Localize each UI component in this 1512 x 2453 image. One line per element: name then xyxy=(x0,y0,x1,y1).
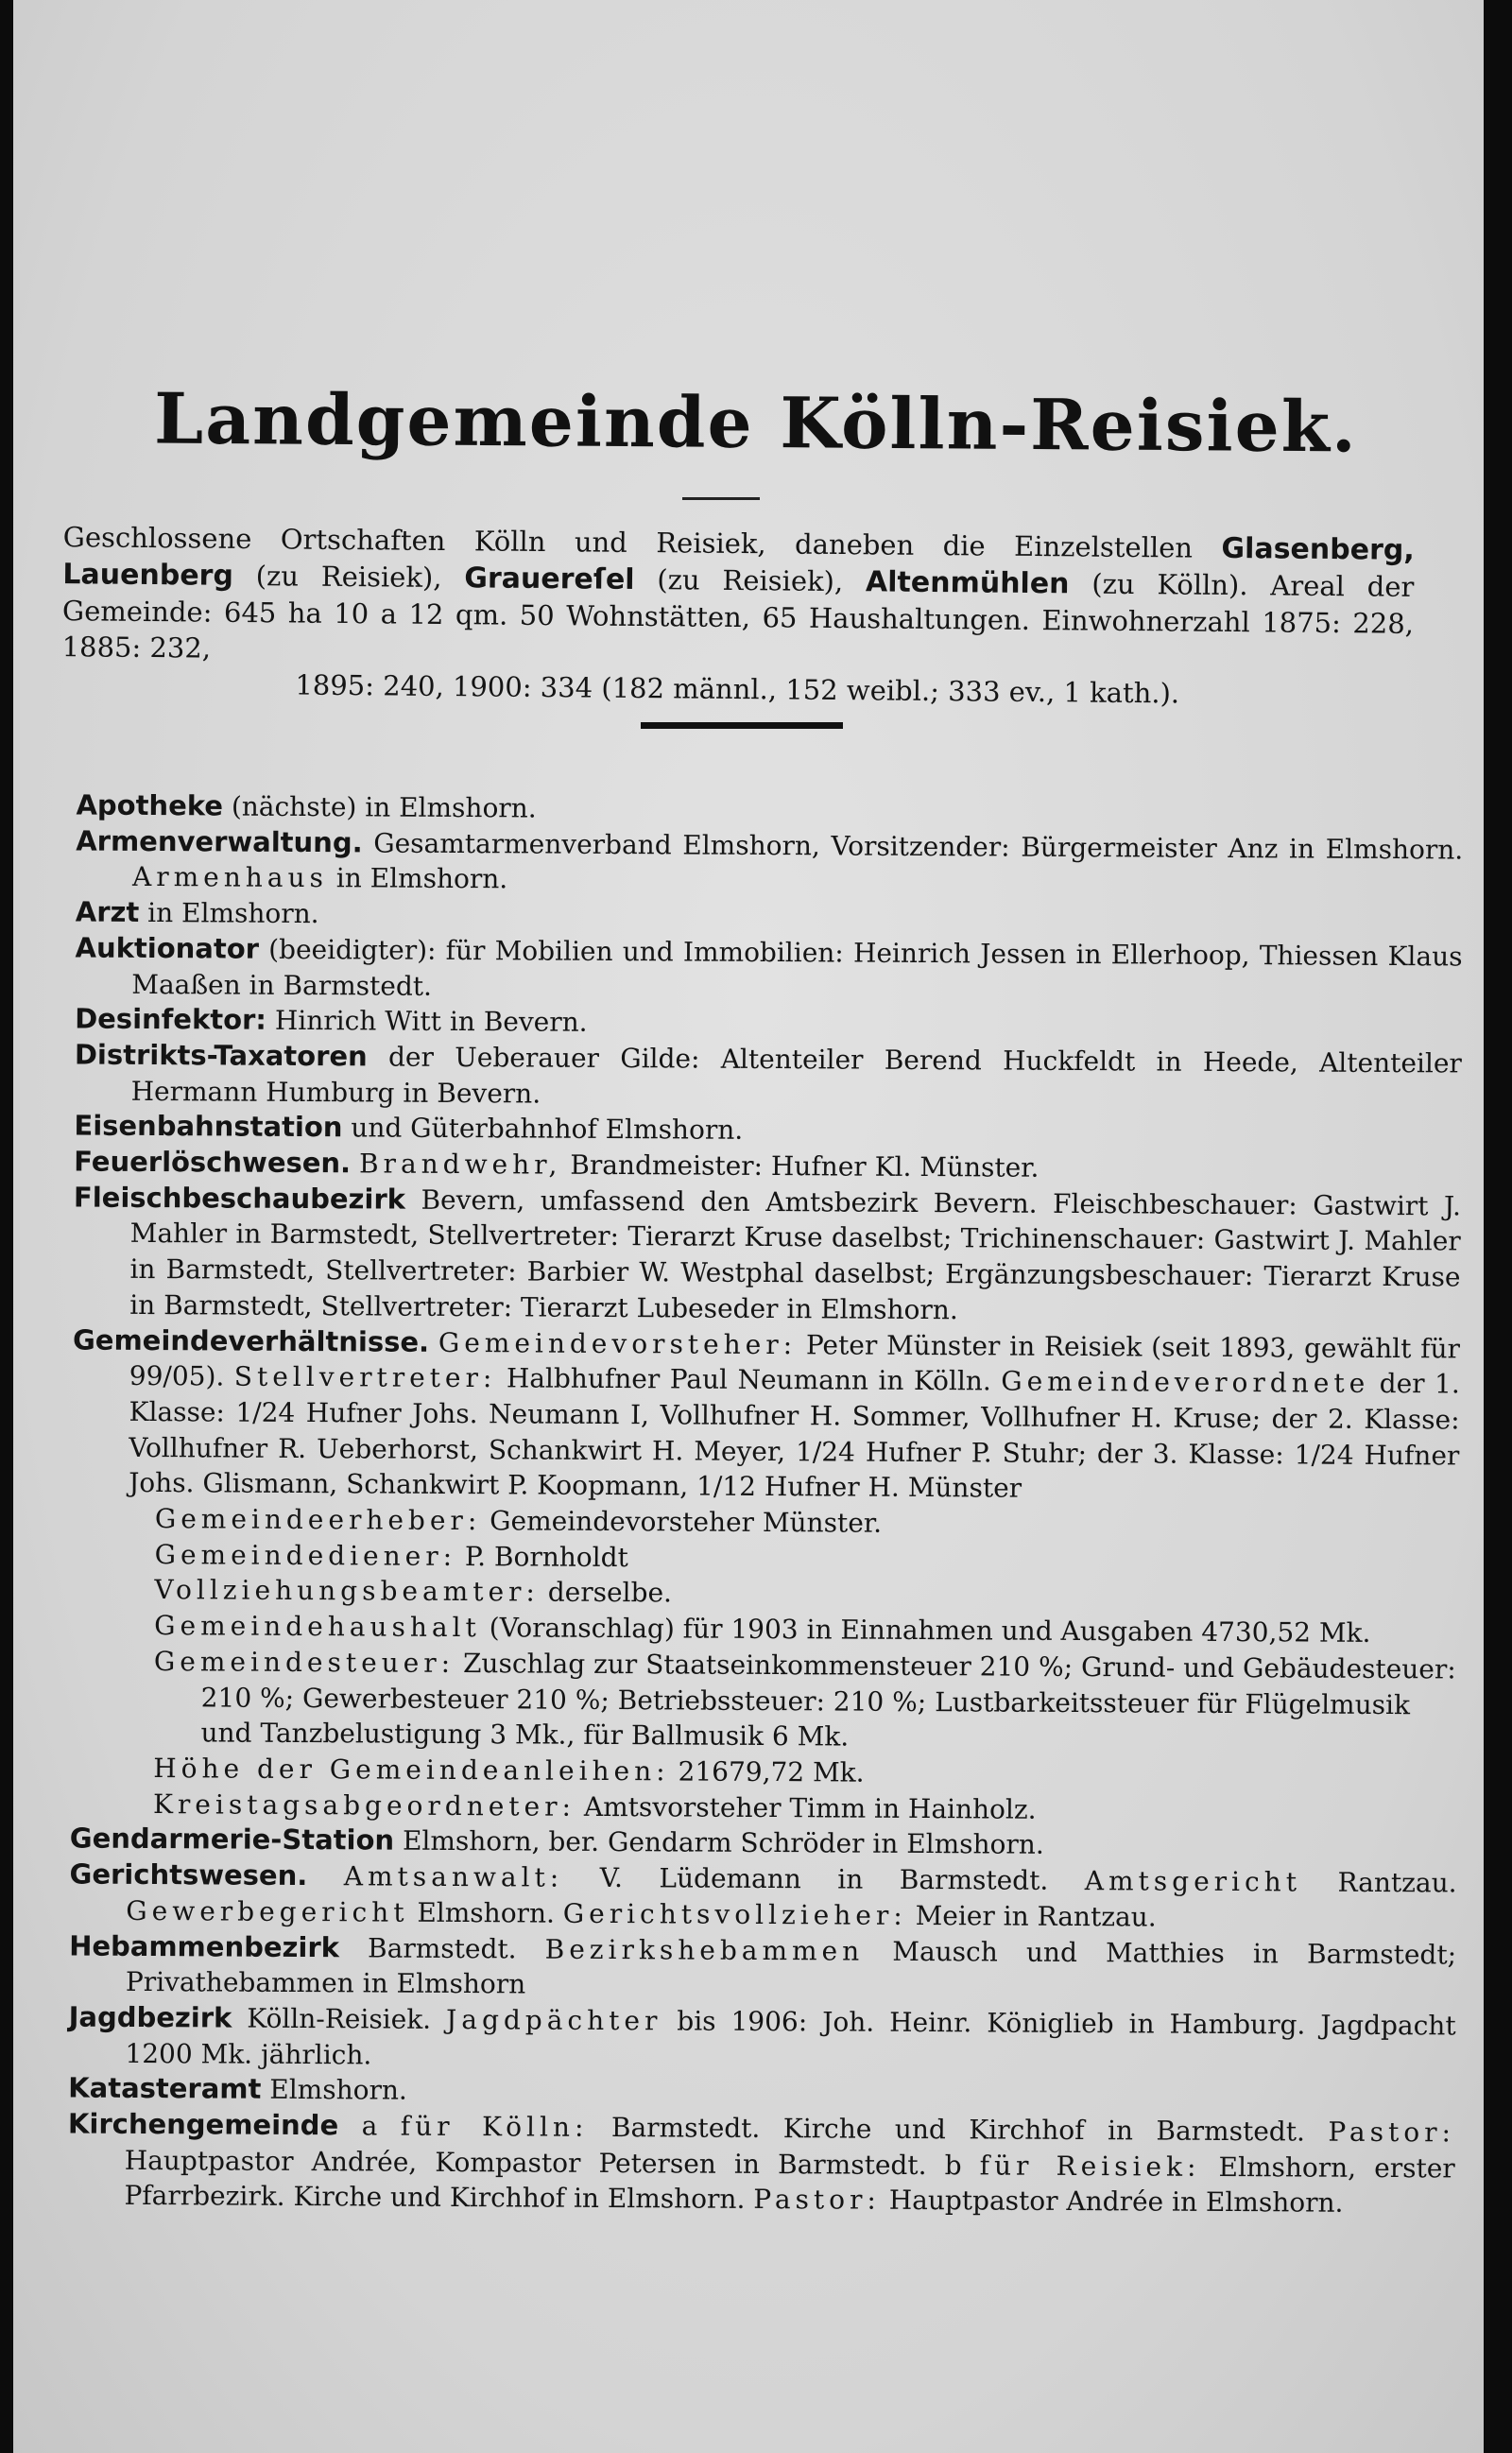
entry-text: Gewerbegericht xyxy=(126,1894,409,1928)
sub-label: Gemeindeerheber: xyxy=(154,1503,482,1537)
entry-heading: Katasteramt xyxy=(68,2071,262,2106)
sub-text: P. Bornholdt xyxy=(455,1540,628,1573)
entry-heading: Arzt xyxy=(75,895,140,929)
entry-text xyxy=(307,1860,344,1892)
entry-gerichtswesen xyxy=(69,1857,1456,1937)
entry-hebammenbezirk xyxy=(69,1928,1456,2008)
entry-text: Pastor: xyxy=(753,2184,881,2217)
entry-text: Hauptpastor Andrée in Elmshorn. xyxy=(880,2185,1344,2220)
entry-text: Bevern, umfassend den Amtsbezirk Bevern. Fleischbeschauer: Gastwirt J. Mahler in Barmstedt, Stellvertreter: Tierarzt Kruse daselbst; Trichinenschauer: Gastwirt J. Mahler in Barmstedt, Stellvertreter: Barbier W. Westphal daselbst; Ergänzungsbeschauer: Tierarzt Kruse in Barmstedt, Stellvertreter: Tierarzt Lubeseder in Elmshorn. xyxy=(129,1183,1462,1326)
intro-paragraph xyxy=(61,519,1415,714)
entry-distrikts-taxatoren xyxy=(75,1037,1462,1116)
sub-label: Kreistagsabgeordneter: xyxy=(152,1788,576,1822)
entry-text: Elmshorn, ber. Gendarm Schröder in Elmshorn. xyxy=(394,1824,1044,1861)
sub-text: Amtsvorsteher Timm in Hainholz. xyxy=(575,1790,1037,1825)
sub-label: Gemeindesteuer: xyxy=(153,1645,455,1679)
sub-label: Vollziehungsbeamter: xyxy=(154,1574,541,1609)
entry-text: bis 1906: Joh. Heinr. Königlieb in Hamburg. Jagdpacht 1200 Mk. jährlich. xyxy=(125,2005,1456,2071)
entry-text: der Ueberauer Gilde: Altenteiler Berend Huckfeldt in Heede, Altenteiler Hermann Humburg in Bevern. xyxy=(130,1041,1462,1110)
entry-jagdbezirk xyxy=(68,1999,1455,2079)
entry-text: und Güterbahnhof Elmshorn. xyxy=(342,1112,744,1147)
entry-heading: Armenverwaltung. xyxy=(76,824,363,859)
sub-text: 21679,72 Mk. xyxy=(669,1755,865,1788)
entry-heading: Apotheke xyxy=(76,788,224,822)
entry-text: Rantzau. xyxy=(1300,1866,1457,1899)
sub-text: derselbe. xyxy=(539,1577,673,1609)
scan-border-right xyxy=(1484,0,1512,2453)
entry-heading: Desinfektor: xyxy=(75,1002,267,1036)
entry-text: Amtsgericht xyxy=(1084,1865,1302,1898)
entry-text: in Elmshorn. xyxy=(327,862,508,895)
sub-text: Zuschlag zur Staatseinkommensteuer 210 %; Grund- und Gebäudesteuer: 210 %; Gewerbesteuer 210 %; Betriebssteuer: 210 %; Lustbarkeitssteuer für Flügelmusik und Tanzbelustigung 3 Mk., für Ballmusik 6 Mk. xyxy=(200,1647,1456,1753)
entry-text: für Reisiek: xyxy=(979,2150,1201,2183)
entry-text: Gesamtarmenverband Elmshorn, Vorsitzender: Bürgermeister Anz in Elmshorn. xyxy=(362,827,1464,866)
entry-heading: Kirchengemeinde xyxy=(67,2107,339,2142)
entry-heading: Jagdbezirk xyxy=(68,2000,232,2034)
directory-entries xyxy=(67,788,1463,2222)
entry-text: in Elmshorn. xyxy=(139,897,319,930)
entry-auktionator xyxy=(75,930,1462,1010)
entry-text xyxy=(351,1148,359,1179)
title-divider xyxy=(682,497,760,500)
entry-text: für Kölln: xyxy=(400,2110,589,2143)
page-title: Landgemeinde Kölln-Reisiek. xyxy=(153,378,1359,469)
entry-text: (nächste) in Elmshorn. xyxy=(222,790,537,824)
sub-label: Gemeindehaushalt xyxy=(154,1610,481,1644)
entry-heading: Auktionator xyxy=(75,931,260,965)
entry-text: Barmstedt. Kirche und Kirchhof in Barmstedt. xyxy=(588,2111,1329,2148)
sub-label: Höhe der Gemeindeanleihen: xyxy=(153,1753,670,1788)
sub-label: Gemeindediener: xyxy=(154,1538,457,1572)
entry-text: (beeidigter): für Mobilien und Immobilien: Heinrich Jessen in Ellerhoop, Thiessen Klaus Maaßen in Barmstedt. xyxy=(131,933,1463,1002)
entry-text: Bezirkshebammen xyxy=(544,1933,865,1967)
entry-text: V. Lüdemann in Barmstedt. xyxy=(563,1861,1085,1897)
entry-heading: Hebammenbezirk xyxy=(69,1929,340,1963)
entry-heading: Eisenbahnstation xyxy=(74,1109,343,1144)
section-divider xyxy=(641,722,843,729)
entry-heading: Feuerlöschwesen. xyxy=(74,1145,352,1180)
entry-text: Barmstedt. xyxy=(338,1931,545,1965)
entry-text: Mausch und Matthies in Barmstedt; Privathebammen in Elmshorn xyxy=(125,1935,1457,2000)
gemeinde-sub-item xyxy=(70,1643,1458,1758)
entry-fleischbeschaubezirk xyxy=(73,1180,1461,1331)
entry-text: Elmshorn. xyxy=(261,2074,407,2107)
entry-text: Meier in Rantzau. xyxy=(906,1899,1157,1933)
entry-heading: Distrikts-Taxatoren xyxy=(74,1038,368,1073)
entry-text: Gerichtsvollzieher: xyxy=(562,1897,907,1931)
entry-heading: Gerichtswesen. xyxy=(69,1857,308,1892)
intro-text: Geschlossene Ortschaften Kölln und Reisiek, daneben die Einzelstellen Glasenberg, Lauenberg (zu Reisiek), Grauereſel (zu Reisiek), Altenmühlen (zu Kölln). Areal der Gemeinde: 645 ha 10 a 12 qm. 50 Wohnstätten, 65 Haushaltungen. Einwohnerzahl 1875: 228, 1885: 232, xyxy=(61,521,1415,665)
entry-gemeindeverhaeltnisse: Gemeindeverhältnisse. Gemeindevorsteher: Peter Münster in Reisiek (seit 1893, gewählt für 99/05). Stellvertreter: Halbhufner Paul Neumann in Kölln. Gemeindeverordnete der 1. Klasse: 1/24 Hufner Johs. Neumann I, Vollhufner H. Sommer, Vollhufner H. Kruse; der 2. Klasse: Vollhufner R. Ueberhorst, Schankwirt H. Meyer, 1/24 Hufner P. Stuhr; der 3. Klasse: 1/24 Hufner Johs. Glismann, Schankwirt P. Koopmann, 1/12 Hufner H. Münster xyxy=(72,1323,1461,1505)
intro-population: 1895: 240, 1900: 334 (182 männl., 152 weibl.; 333 ev., 1 kath.). xyxy=(295,668,1180,710)
entry-text: Hinrich Witt in Bevern. xyxy=(266,1004,588,1039)
entry-armenverwaltung xyxy=(76,823,1463,903)
entry-text: Brandmeister: Hufner Kl. Münster. xyxy=(561,1149,1040,1183)
entry-text: Armenhaus xyxy=(131,861,329,894)
entry-text: Hauptpastor Andrée, Kompastor Petersen in Barmstedt. b xyxy=(124,2144,980,2182)
entry-text: Pastor: xyxy=(1328,2116,1456,2149)
entry-text: Brandwehr, xyxy=(358,1148,562,1181)
sub-text: (Voranschlag) für 1903 in Einnahmen und Ausgaben 4730,52 Mk. xyxy=(480,1612,1371,1650)
entry-heading: Gendarmerie-Station xyxy=(69,1822,395,1857)
entry-text: Elmshorn, erster Pfarrbezirk. Kirche und Kirchhof in Elmshorn. xyxy=(124,2151,1455,2216)
scan-border-left xyxy=(0,0,13,2453)
entry-text: Jagdpächter xyxy=(445,2003,662,2037)
entry-text: Elmshorn. xyxy=(408,1896,563,1929)
sub-text: Gemeindevorsteher Münster. xyxy=(481,1505,883,1539)
entry-text: Amtsanwalt: xyxy=(343,1860,564,1893)
entry-text: a xyxy=(338,2110,401,2142)
entry-kirchengemeinde xyxy=(67,2107,1455,2222)
entry-text: Kölln-Reisiek. xyxy=(232,2002,447,2035)
entry-heading: Fleischbeschaubezirk xyxy=(73,1181,406,1216)
